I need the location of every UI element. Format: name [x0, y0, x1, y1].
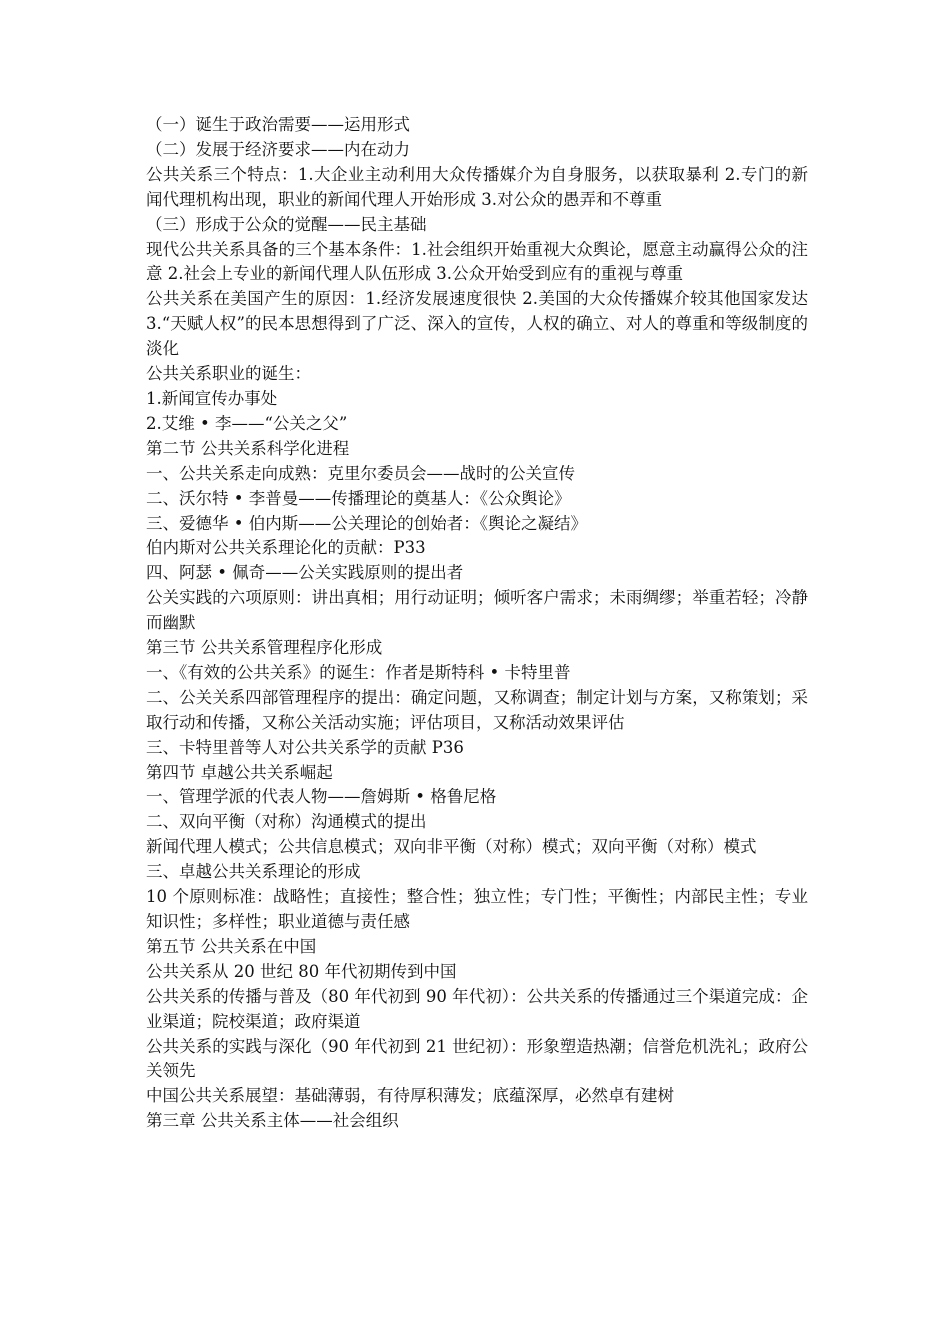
section-heading: 第四节 卓越公共关系崛起: [146, 762, 333, 782]
text-line: 三、卓越公共关系理论的形成: [146, 862, 361, 882]
text-line: 二、双向平衡（对称）沟通模式的提出: [146, 812, 427, 832]
text-paragraph: 新闻代理人模式；公共信息模式；双向非平衡（对称）模式；双向平衡（对称）模式: [146, 837, 757, 857]
text-line: 中国公共关系展望：基础薄弱，有待厚积薄发；底蕴深厚，必然卓有建树: [146, 1086, 674, 1106]
text-line: （三）形成于公众的觉醒——民主基础: [146, 214, 427, 234]
text-line: 四、阿瑟 • 佩奇——公关实践原则的提出者: [146, 563, 464, 583]
text-line: 伯内斯对公共关系理论化的贡献：P33: [146, 538, 426, 558]
text-line: 1.新闻宣传办事处: [146, 388, 278, 408]
text-paragraph: 现代公共关系具备的三个基本条件：1.社会组织开始重视大众舆论，愿意主动赢得公众的注意 2.社会上专业的新闻代理人队伍形成 3.公众开始受到应有的重视与尊重: [146, 239, 808, 284]
text-line: 三、卡特里普等人对公共关系学的贡献 P36: [146, 737, 464, 757]
text-line: （一）诞生于政治需要——运用形式: [146, 115, 410, 134]
text-line: （二）发展于经济要求——内在动力: [146, 139, 410, 159]
text-paragraph: 公关实践的六项原则：讲出真相；用行动证明；倾听客户需求；未雨绸缪；举重若轻；冷静而幽默: [146, 588, 808, 633]
section-heading: 第二节 公共关系科学化进程: [146, 438, 350, 458]
text-line: 二、沃尔特 • 李普曼——传播理论的奠基人：《公众舆论》: [146, 488, 571, 508]
text-paragraph: 公共关系的传播与普及（80 年代初到 90 年代初）：公共关系的传播通过三个渠道完成：企业渠道；院校渠道；政府渠道: [146, 986, 808, 1031]
text-line: 2.艾维 • 李——“公关之父”: [146, 413, 348, 433]
chapter-heading: 第三章 公共关系主体——社会组织: [146, 1111, 399, 1131]
text-paragraph: 10 个原则标准：战略性；直接性；整合性；独立性；专门性；平衡性；内部民主性；专业知识性；多样性；职业道德与责任感: [146, 887, 808, 931]
section-heading: 第三节 公共关系管理程序化形成: [146, 638, 383, 658]
text-paragraph: 公共关系在美国产生的原因：1.经济发展速度很快 2.美国的大众传播媒介较其他国家发达 3.“天赋人权”的民本思想得到了广泛、深入的宣传，人权的确立、对人的尊重和等级制度的淡化: [146, 289, 808, 359]
document-body: [146, 113, 808, 1134]
text-line: 一、公共关系走向成熟：克里尔委员会——战时的公关宣传: [146, 463, 575, 483]
text-line: 公共关系职业的诞生：: [146, 364, 311, 384]
text-line: 公共关系从 20 世纪 80 年代初期传到中国: [146, 961, 457, 981]
section-heading: 第五节 公共关系在中国: [146, 936, 317, 956]
text-line: 一、管理学派的代表人物——詹姆斯 • 格鲁尼格: [146, 787, 497, 807]
text-paragraph: 公共关系三个特点：1.大企业主动利用大众传播媒介为自身服务，以获取暴利 2.专门的新闻代理机构出现，职业的新闻代理人开始形成 3.对公众的愚弄和不尊重: [146, 164, 808, 209]
text-line: 三、爱德华 • 伯内斯——公关理论的创始者：《舆论之凝结》: [146, 513, 587, 533]
text-line: 一、《有效的公共关系》的诞生：作者是斯特科 • 卡特里普: [146, 662, 571, 682]
text-paragraph: 公共关系的实践与深化（90 年代初到 21 世纪初）：形象塑造热潮；信誉危机洗礼；政府公关领先: [146, 1036, 808, 1081]
text-paragraph: 二、公关关系四部管理程序的提出：确定问题，又称调查；制定计划与方案，又称策划；采取行动和传播，又称公关活动实施；评估项目，又称活动效果评估: [146, 687, 808, 732]
